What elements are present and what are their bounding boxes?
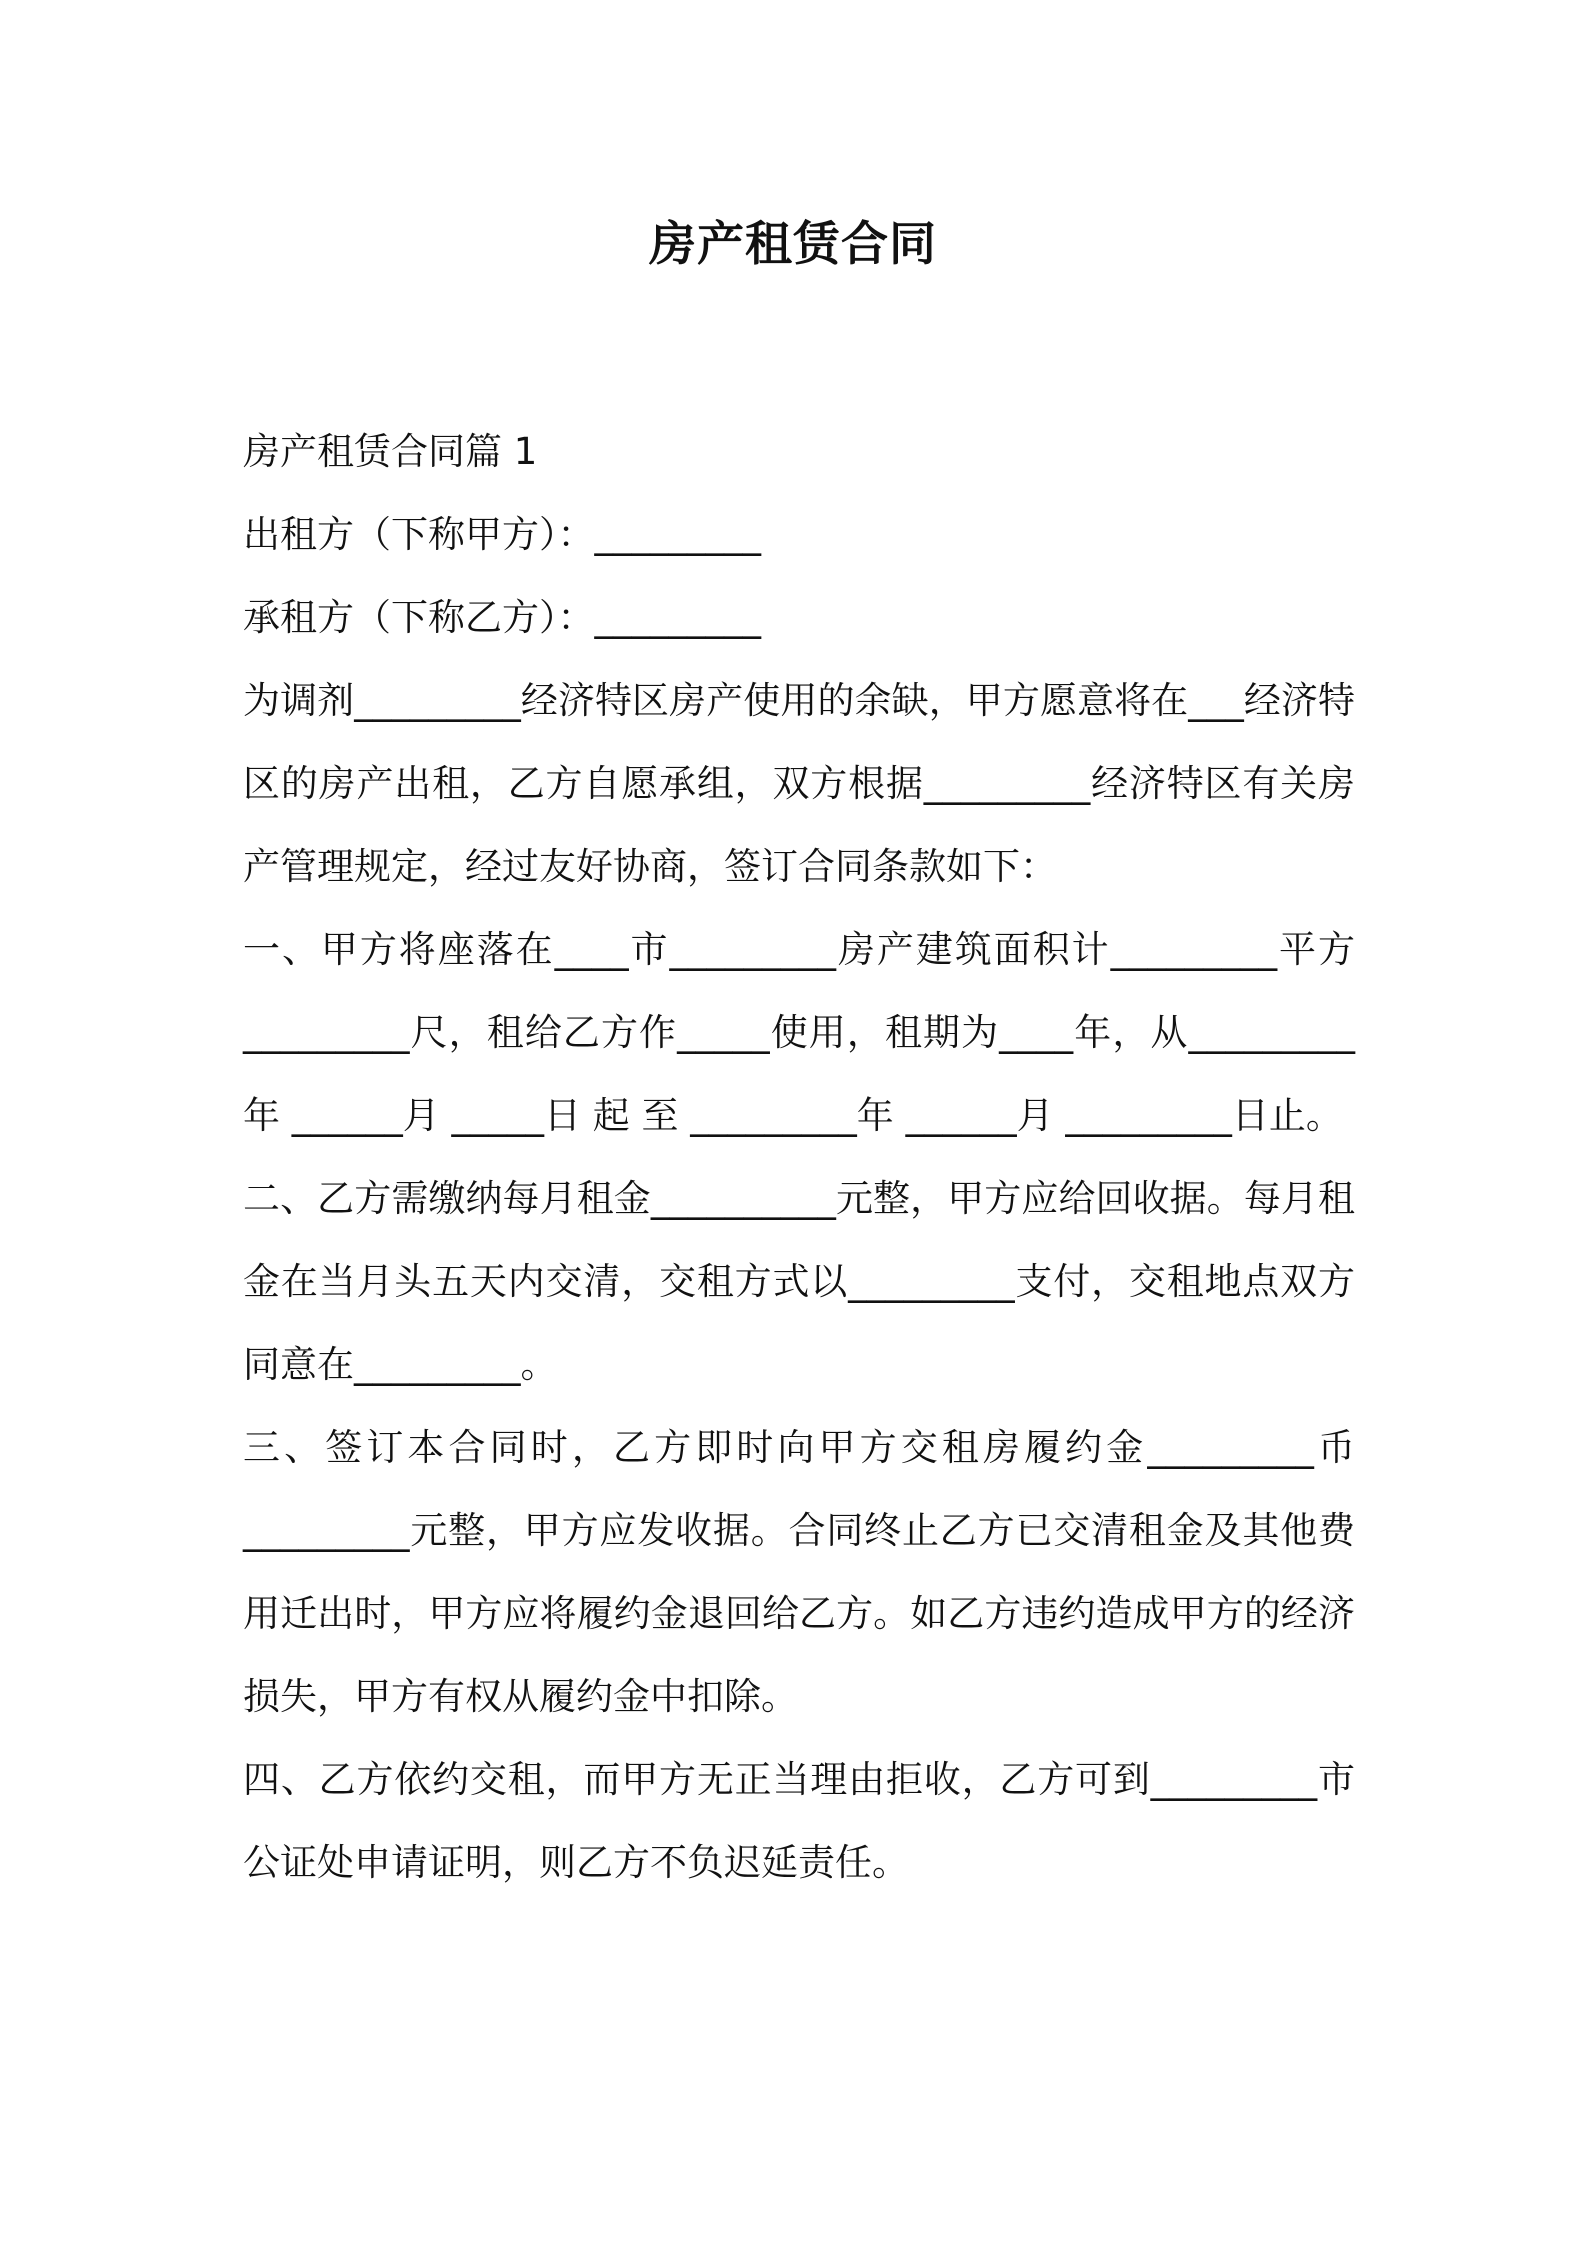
- lessee-line: 承租方（下称乙方）：_________: [243, 596, 761, 639]
- preamble-paragraph: 为调剂_________经济特区房产使用的余缺，甲方愿意将在___经济特区的房产出租，乙方自愿承组，双方根据_________经济特区有关房产管理规定，经过友好协商，签订合同条款如下：: [243, 679, 1355, 888]
- clause-1: 一、甲方将座落在____市_________房产建筑面积计_________平方_________尺，租给乙方作_____使用，租期为____年，从_________年 ______月 _____日 起 至 _________年 ______月 _________日止。: [243, 928, 1355, 1137]
- clause-2: 二、乙方需缴纳每月租金__________元整，甲方应给回收据。每月租金在当月头五天内交清，交租方式以_________支付，交租地点双方同意在_________。: [243, 1177, 1355, 1386]
- document-title: 房产租赁合同: [649, 217, 937, 272]
- document-body: [243, 410, 1355, 1904]
- section-heading: 房产租赁合同篇 1: [243, 430, 538, 473]
- lessor-line: 出租方（下称甲方）：_________: [243, 513, 761, 556]
- clause-3: 三、签订本合同时，乙方即时向甲方交租房履约金_________币_________元整，甲方应发收据。合同终止乙方已交清租金及其他费用迁出时，甲方应将履约金退回给乙方。如乙方违约造成甲方的经济损失，甲方有权从履约金中扣除。: [243, 1426, 1355, 1718]
- clause-4: 四、乙方依约交租，而甲方无正当理由拒收，乙方可到_________市公证处申请证明，则乙方不负迟延责任。: [243, 1758, 1355, 1884]
